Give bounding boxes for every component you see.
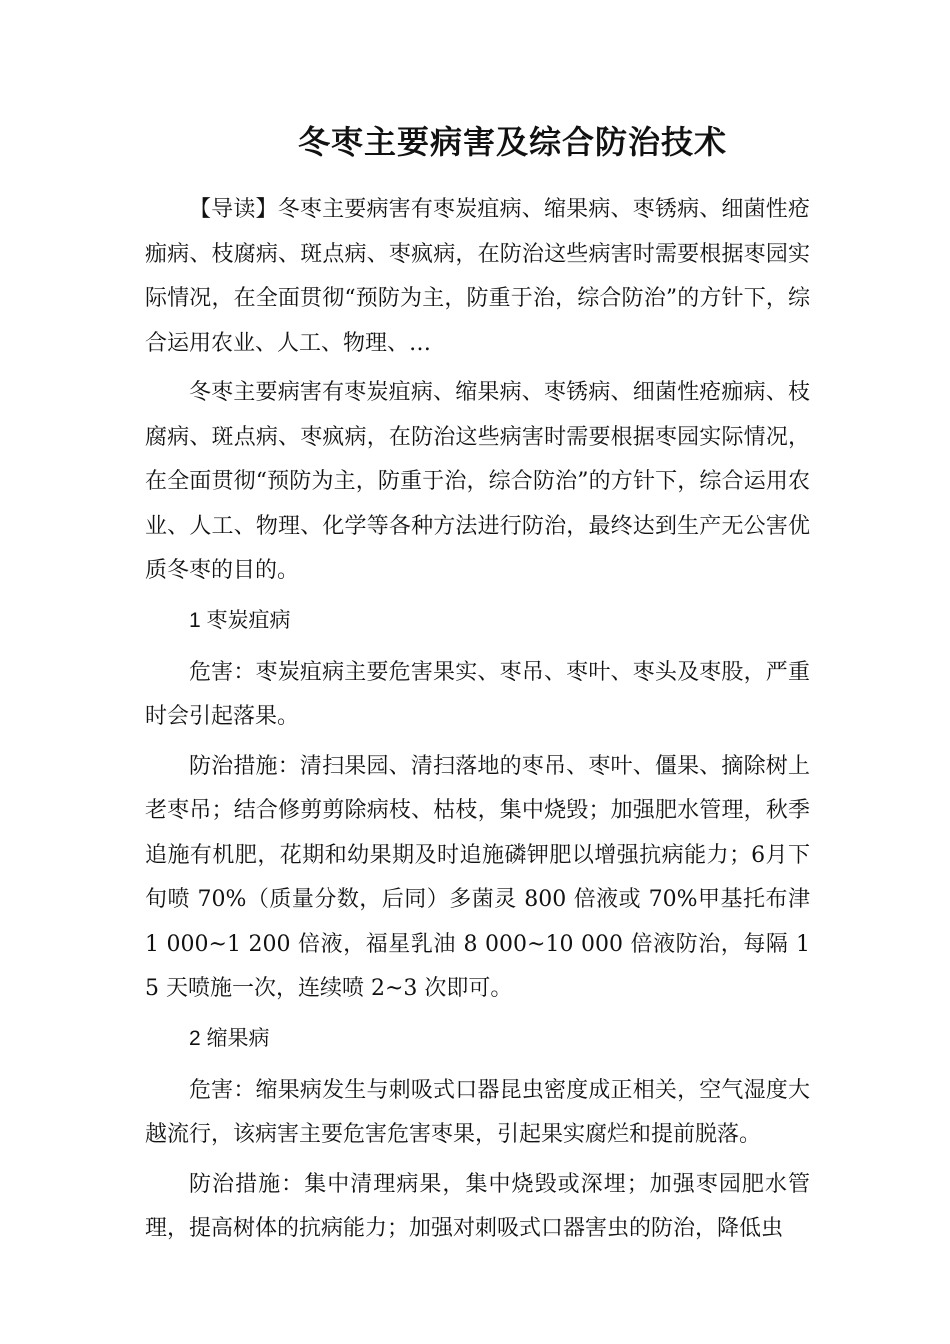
section-harm-shrink-fruit: 危害：缩果病发生与刺吸式口器昆虫密度成正相关，空气湿度大越流行，该病害主要危害危害枣果，引起果实腐烂和提前脱落。 (145, 1077, 810, 1147)
intro-paragraph: 【导读】冬枣主要病害有枣炭疽病、缩果病、枣锈病、细菌性疮痂病、枝腐病、斑点病、枣疯病，在防治这些病害时需要根据枣园实际情况，在全面贯彻“预防为主，防重于治，综合防治”的方针下，综合运用农业、人工、物理、… (145, 197, 810, 356)
section-heading-shrink-fruit: 2 缩果病 (189, 1026, 270, 1050)
section-control-shrink-fruit: 防治措施：集中清理病果，集中烧毁或深埋；加强枣园肥水管理，提高树体的抗病能力；加强对刺吸式口器害虫的防治，降低虫 (145, 1171, 810, 1241)
section-heading-anthracnose: 1 枣炭疽病 (189, 608, 291, 632)
section-control-anthracnose: 防治措施：清扫果园、清扫落地的枣吊、枣叶、僵果、摘除树上老枣吊；结合修剪剪除病枝、枯枝，集中烧毁；加强肥水管理，秋季追施有机肥，花期和幼果期及时追施磷钾肥以增强抗病能力；6月下旬喷 70%（质量分数，后同）多菌灵 800 倍液或 70%甲基托布津 1 000~1 200 倍液，福星乳油 8 000~10 000 倍液防治，每隔 15 天喷施一次，连续喷 2~3 次即可。 (145, 753, 810, 1001)
overview-paragraph: 冬枣主要病害有枣炭疽病、缩果病、枣锈病、细菌性疮痂病、枝腐病、斑点病、枣疯病，在防治这些病害时需要根据枣园实际情况，在全面贯彻“预防为主，防重于治，综合防治”的方针下，综合运用农业、人工、物理、化学等各种方法进行防治，最终达到生产无公害优质冬枣的目的。 (145, 380, 810, 583)
section-harm-anthracnose: 危害：枣炭疽病主要危害果实、枣吊、枣叶、枣头及枣股，严重时会引起落果。 (145, 659, 810, 729)
document-page (145, 118, 810, 1257)
document-title: 冬枣主要病害及综合防治技术 (297, 123, 727, 161)
